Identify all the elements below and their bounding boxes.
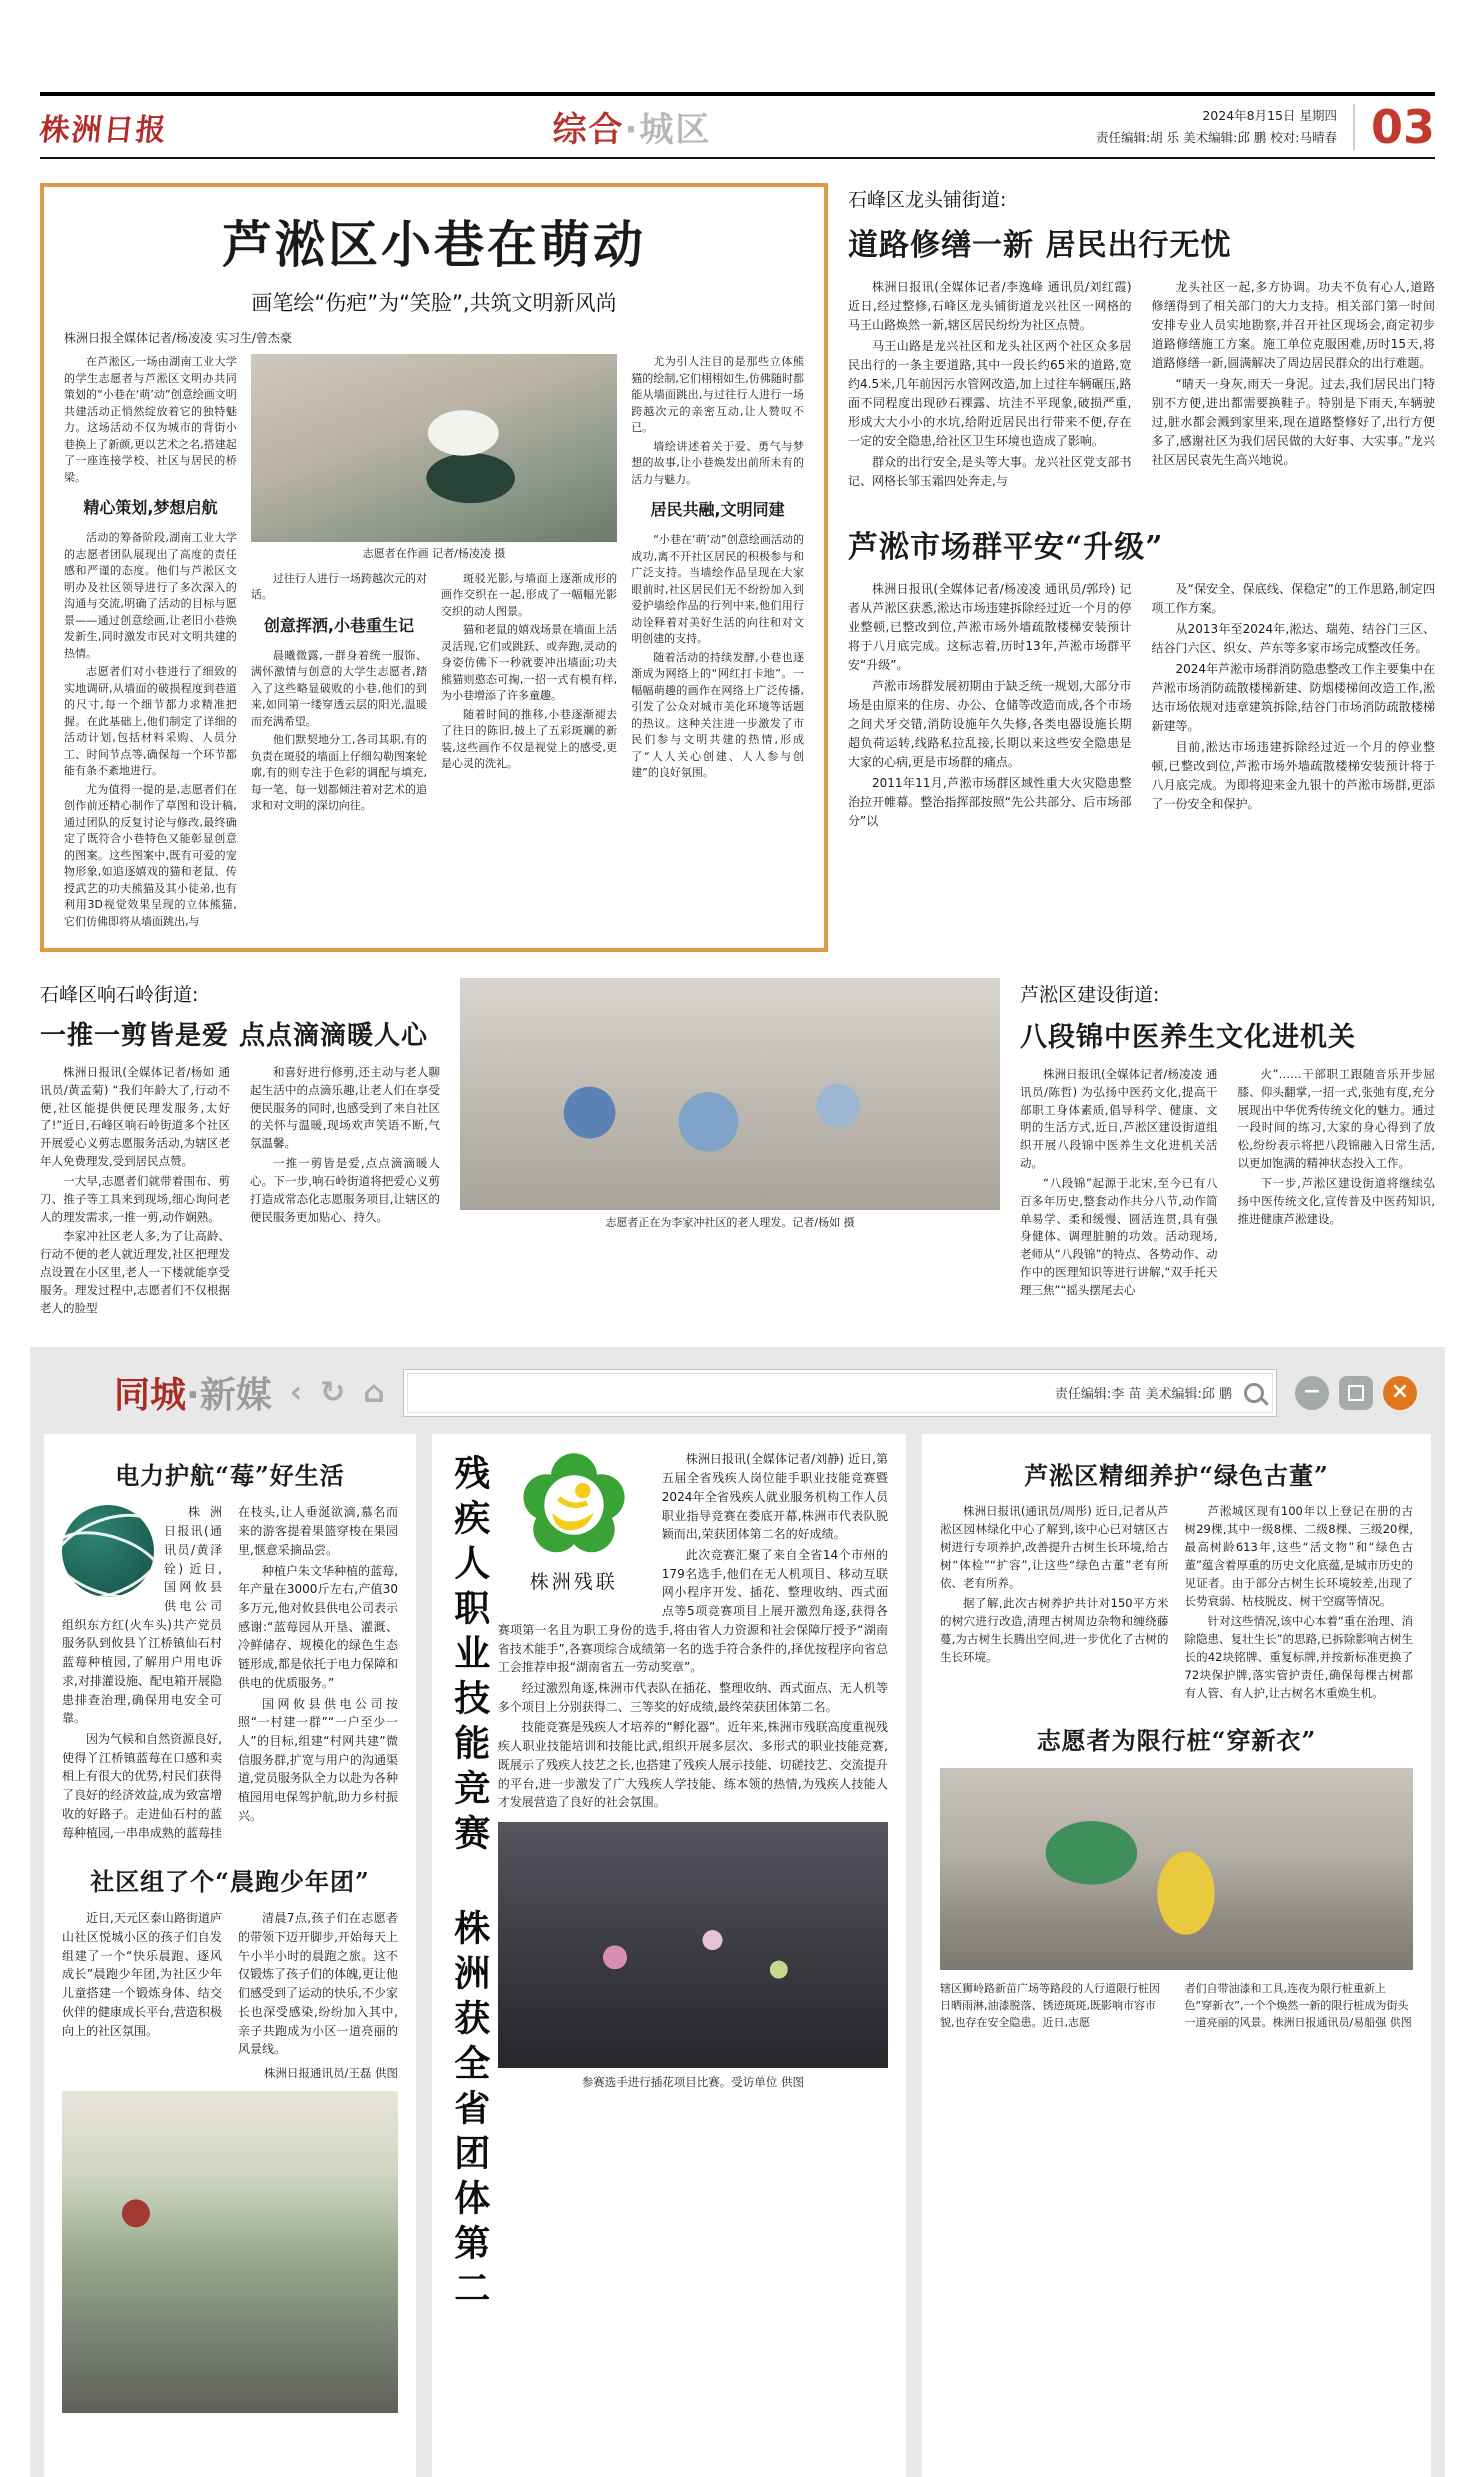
newmedia-brand (114, 1367, 272, 1418)
section-title-sub: ·城区 (624, 110, 712, 150)
paragraph: 李家冲社区老人多,为了让高龄、行动不便的老人就近理发,社区把理发点设置在小区里,老人一下楼就能享受服务。理发过程中,志愿者们不仅根据老人的脸型 (40, 1229, 230, 1315)
lead-column-4 (631, 354, 804, 932)
home-icon[interactable]: ⌂ (363, 1374, 385, 1410)
paragraph: 群众的出行安全,是头等大事。龙兴社区党支部书记、网格长邹玉霜四处奔走,与 (848, 454, 1132, 488)
run-photo-credit: 株洲日报通讯员/王磊 供图 (263, 2066, 398, 2081)
paragraph: 墙绘讲述着关于爱、勇气与梦想的故事,让小巷焕发出前所未有的活力与魅力。 (631, 439, 804, 486)
haircut-photo-block (460, 978, 1000, 1319)
flower-contest-photo (498, 1822, 888, 2068)
paragraph: 芦淞城区现有100年以上登记在册的古树29棵,其中一级8棵、二级8棵、三级20棵,最高树龄613年,这些“活文物”和“绿色古董”蕴含着厚重的历史文化底蕴,是城市历史的见证者。由于部分古树生长环境较差,出现了长势衰弱、枯枝脱皮、树干空腐等情况。 (1184, 1504, 1413, 1609)
bollard-headline: 志愿者为限行桩“穿新衣” (1036, 1725, 1317, 1755)
haircut-photo-caption: 志愿者正在为李家冲社区的老人理发。记者/杨如 摄 (605, 1216, 855, 1229)
paragraph: 志愿者们对小巷进行了细致的实地调研,从墙面的破损程度到巷道的尺寸,每一个细节都力求精准把握。在此基础上,他们制定了详细的活动计划,包括材料采购、人员分工、时间节点等,确保每一个环节都能有条不紊地进行。 (64, 665, 237, 777)
paragraph: 株洲日报讯(全媒体记者/李逸峰 通讯员/刘红霞) 近日,经过整修,石峰区龙头铺街道龙兴社区一网格的马王山路焕然一新,辖区居民纷纷为社区点赞。 (848, 280, 1132, 332)
lead-middle-block (251, 354, 617, 932)
lead-middle-columns (251, 571, 617, 817)
paragraph: 清晨7点,孩子们在志愿者的带领下迈开脚步,开始每天上午小半小时的晨跑之旅。这不仅锻炼了孩子们的体魄,更让他们感受到了运动的快乐,不少家长也深受感染,纷纷加入其中,亲子共跑成为小区一道亮丽的风景线。 (238, 1911, 398, 2057)
article-column (64, 354, 237, 486)
middle-section (0, 952, 1475, 1319)
baduanjin-kicker: 芦淞区建设街道: (1020, 984, 1160, 1006)
flower-photo-caption: 参赛选手进行插花项目比赛。受访单位 供图 (581, 2075, 804, 2090)
canlian-logo-label: 株洲残联 (529, 1571, 618, 1594)
lead-column-3 (441, 571, 617, 817)
paragraph: 据了解,此次古树养护共计对150平方米的树穴进行改造,清理古树周边杂物和缠绕藤蔓,为古树生长腾出空间,进一步优化了古树的生长环境。 (940, 1596, 1169, 1664)
paragraph: 尤为值得一提的是,志愿者们在创作前还精心制作了草图和设计稿,通过团队的反复讨论与修改,最终确定了既符合小巷特色又能彰显创意的图案。这些图案中,既有可爱的宠物形象,如追逐嬉戏的猫和老鼠、传授武艺的功夫熊猫及其小徒弟,也有利用3D视觉效果呈现的立体熊猫,它们仿佛即将从墙面跳出,与 (64, 782, 237, 928)
back-icon[interactable]: ‹ (289, 1374, 303, 1410)
article-column (1020, 1066, 1218, 1302)
lead-subtitle: 画笔绘“伤疤”为“笑脸”,共筑文明新风尚 (251, 291, 617, 315)
baduanjin-article (1020, 978, 1435, 1319)
trees-headline: 芦淞区精细养护“绿色古董” (1024, 1461, 1329, 1491)
bollard-caption (940, 1980, 1413, 2031)
bollard-caption-col2: 者们自带油漆和工具,连夜为限行桩重新上色“穿新衣”,一个个焕然一新的限行桩成为街头一道亮丽的风景。株洲日报通讯员/易船强 供图 (1184, 1981, 1412, 2029)
zhuzhou-canlian-logo (519, 1450, 629, 1560)
market-article (848, 522, 1435, 832)
bollard-caption-col1: 辖区狮岭路新苗广场等路段的人行道限行桩因日晒雨淋,油漆脱落、锈迹斑斑,既影响市容市貌,也存在安全隐患。近日,志愿 (940, 1981, 1160, 2029)
lead-title: 芦淞区小巷在萌动 (222, 216, 646, 274)
address-bar-text: 责任编辑:李 苗 美术编辑:邱 鹏 (1054, 1387, 1232, 1403)
haircut-photo (460, 978, 1000, 1210)
article-column (1238, 1066, 1436, 1302)
paragraph: 株洲日报讯(全媒体记者/刘静) 近日,第五届全省残疾人岗位能手职业技能竞赛暨2024年全省残疾人就业服务机构工作人员职业指导竞赛在娄底开幕,株洲市代表队脱颖而出,荣获团体第二名的好成绩。 (661, 1452, 888, 1542)
masthead-logo: 株洲日报 (37, 112, 170, 148)
article-column (1152, 580, 1436, 832)
article-column (1152, 278, 1436, 492)
article-column (251, 648, 427, 815)
lead-photo-caption: 志愿者在作画 记者/杨凌凌 摄 (362, 547, 506, 560)
power-body (62, 1503, 398, 1842)
header-meta (1096, 105, 1337, 148)
restore-icon (1348, 1385, 1364, 1401)
article-column (250, 1064, 440, 1319)
run-photo (62, 2091, 398, 2413)
paragraph: 国网攸县供电公司按照“一村建一群”“一户至少一人”的目标,组建“村网共建”微信服务群,扩宽与用户的沟通渠道,党员服务队全力以赴为各种植园用电保驾护航,助力乡村振兴。 (238, 1696, 398, 1823)
paragraph: 种植户朱文华种植的蓝莓,年产量在3000斤左右,产值30多万元,他对攸县供电公司表示感谢:“蓝莓园从开垦、灌溉、冷鲜储存、规模化的绿色生态链形成,都是依托于电力保障和供电的优质服务。” (238, 1563, 398, 1690)
brand-main: 同城 (114, 1375, 187, 1417)
paragraph: 目前,淞达市场违建拆除经过近一个月的停业整顿,已整改到位,芦淞市场外墙疏散楼梯安装预计将于八月底完成。为即将迎来金九银十的芦淞市场群,更添了一份安全和保护。 (1151, 740, 1435, 811)
minimize-button[interactable]: − (1295, 1376, 1329, 1410)
paragraph: 龙头社区一起,多方协调。功夫不负有心人,道路修缮得到了相关部门的大力支持。相关部门第一时间安排专业人员实地勘察,并召开社区现场会,商定初步道路修缮施工方案。施工单位克服困难,历时15天,将道路修缮一新,圆满解决了周边居民群众的出行难题。 (1151, 280, 1435, 370)
paragraph: 尤为引人注目的是那些立体熊猫的绘制,它们栩栩如生,仿佛随时都能从墙面跳出,与过往行人进行一场跨越次元的亲密互动,让人赞叹不已。 (631, 355, 804, 434)
trees-body (940, 1503, 1413, 1702)
paragraph: 和喜好进行修剪,还主动与老人聊起生活中的点滴乐趣,让老人们在享受便民服务的同时,也感受到了来自社区的关怀与温暖,现场欢声笑语不断,气氛温馨。 (250, 1065, 440, 1151)
section-title-main: 综合 (552, 110, 625, 150)
bollard-article (940, 1721, 1413, 2031)
article-column (631, 354, 804, 488)
lead-subhead-3: 居民共融,文明同建 (650, 500, 785, 519)
card-disabled-contest (432, 1434, 906, 2477)
lead-photo (251, 354, 617, 542)
paragraph: 从2013年至2024年,淞达、瑞苑、结谷门三区、结谷门六区、织女、芦东等多家市场完成整改任务。 (1151, 622, 1435, 656)
bollard-photo (940, 1768, 1413, 1970)
paragraph: 活动的筹备阶段,湖南工业大学的志愿者团队展现出了高度的责任感和严谨的态度。他们与芦淞区文明办及社区领导进行了多次深入的沟通与交流,明确了活动的目标与愿景——通过创意绘画,让老旧小巷焕发新生,同时激发市民对文明共建的热情。 (64, 531, 237, 660)
header-meta-block (1095, 99, 1435, 154)
paragraph: 猫和老鼠的嬉戏场景在墙面上活灵活现,它们或跳跃、或奔跑,灵动的身姿仿佛下一秒就要冲出墙面;功夫熊猫则憨态可掬,一招一式有模有样,为小巷增添了许多童趣。 (441, 623, 618, 702)
paragraph: 过往行人进行一场跨越次元的对话。 (250, 571, 427, 601)
paragraph: 在芦淞区,一场由湖南工业大学的学生志愿者与芦淞区文明办共同策划的“小巷在‘萌’动”创意绘画文明共建活动正悄然绽放着它的独特魅力。这场活动不仅为城市的背街小巷换上了新颜,更以艺术之名,搭建起了一座连接学校、社区与居民的桥梁。 (64, 355, 237, 484)
road-body (848, 278, 1435, 492)
paragraph: 火”……干部职工跟随音乐开步屈膝、仰头翻掌,一招一式,张弛有度,充分展现出中华优秀传统文化的魅力。通过一段时间的练习,大家的身心得到了放松,纷纷表示将把八段锦融入日常生活,以更加饱满的精神状态投入工作。 (1237, 1067, 1435, 1171)
paragraph: 株洲日报讯(全媒体记者/杨如 通讯员/黄孟菊) “我们年龄大了,行动不便,社区能提供便民理发服务,太好了!”近日,石峰区响石岭街道多个社区开展爱心义剪志愿服务活动,为辖区老年人免费理发,受到居民点赞。 (40, 1065, 230, 1169)
run-headline: 社区组了个“晨跑少年团” (90, 1867, 370, 1897)
paragraph: 2024年芦淞市场群消防隐患整改工作主要集中在芦淞市场消防疏散楼梯新建、防烟楼梯间改造工作,淞达市场依规对违章建筑拆除,结谷门市场消防疏散楼梯新建等。 (1151, 662, 1435, 734)
haircut-body (40, 1064, 440, 1319)
paragraph: 此次竞赛汇聚了来自全省14个市州的179名选手,他们在无人机项目、移动互联网小程序开发、插花、整理收纳、西式面点等5项竞赛项目上展开激烈角逐,获得各赛项第一名且为职工身份的选手,将由省人力资源和社会保障厅授予“湖南省技术能手”,各赛项综合成绩第一名的选手符合条件的,择优按程序向省总工会推荐申报“湖南省五一劳动奖章”。 (497, 1547, 888, 1675)
road-kicker: 石峰区龙头铺街道: (848, 189, 1007, 211)
paragraph: 一大早,志愿者们就带着围布、剪刀、推子等工具来到现场,细心询问老人的理发需求,一推一剪,动作娴熟。 (40, 1173, 230, 1224)
top-section (0, 159, 1475, 952)
card-power-run (44, 1434, 416, 2477)
paragraph: 株洲日报讯(全媒体记者/杨凌凌 通讯员/郭玲) 记者从芦淞区获悉,淞达市场违建拆除经过近一个月的停业整顿,已整改到位,芦淞市场外墙疏散楼梯安装预计将于八月底完成。这标志着,历时13年,芦淞市场群平安“升级”。 (848, 582, 1132, 673)
run-body (62, 1909, 398, 2059)
lead-body (64, 354, 804, 932)
article-column (848, 580, 1132, 832)
article-column (251, 571, 427, 604)
market-body (848, 580, 1435, 832)
paragraph: 一推一剪皆是爱,点点滴滴暖人心。下一步,响石岭街道将把爱心义剪打造成常态化志愿服务项目,让辖区的便民服务更加贴心、持久。 (250, 1156, 440, 1224)
paragraph: 他们默契地分工,各司其职,有的负责在斑驳的墙面上仔细勾勒图案轮廓,有的则专注于色彩的调配与填充,每一笔、每一划都倾注着对艺术的追求和对文明的深切向往。 (250, 733, 427, 812)
lead-subhead-2: 创意挥洒,小巷重生记 (263, 615, 414, 635)
restore-button[interactable] (1339, 1376, 1373, 1410)
paragraph: “八段锦”起源于北宋,至今已有八百多年历史,整套动作共分八节,动作简单易学、柔和缓慢、圆活连贯,具有强身健体、调理脏腑的功效。活动现场,老师从“八段锦”的特点、各势动作、动作中的医理知识等进行讲解,“双手托天理三焦”“摇头摆尾去心 (1020, 1175, 1218, 1297)
haircut-article (40, 978, 440, 1319)
close-button[interactable]: × (1383, 1376, 1417, 1410)
window-controls (1295, 1376, 1417, 1410)
article-column (848, 278, 1132, 492)
road-article (848, 185, 1435, 492)
state-grid-logo (62, 1505, 154, 1597)
canlian-logo-block (498, 1450, 650, 1597)
paragraph: 晨曦微露,一群身着统一服饰、满怀激情与创意的大学生志愿者,踏入了这些略显破败的小巷,他们的到来,如同第一缕穿透云层的阳光,温暖而充满希望。 (250, 648, 427, 728)
paragraph: 芦淞市场群发展初期由于缺乏统一规划,大部分市场是由原来的住房、办公、仓储等改造而成,各个市场之间犬牙交错,消防设施年久失修,各类电器设施长期超负荷运转,线路私拉乱接,长期以来这些安全隐患是大家的心病,更是市场群的痛点。 (848, 679, 1132, 770)
page-number: 03 (1353, 104, 1435, 150)
address-bar[interactable] (403, 1369, 1277, 1417)
newmedia-panel (30, 1347, 1445, 2477)
newmedia-cards (44, 1434, 1431, 2477)
paragraph: 下一步,芦淞区建设街道将继续弘扬中医传统文化,宣传普及中医药知识,推进健康芦淞建设。 (1237, 1175, 1435, 1226)
paragraph: 经过激烈角逐,株洲市代表队在插花、整理收纳、西式面点、无人机等多个项目上分别获得二、三等奖的好成绩,最终荣获团体第二名。 (497, 1681, 888, 1714)
baduanjin-headline: 八段锦中医养生文化进机关 (1020, 1022, 1356, 1053)
article-column (64, 530, 237, 930)
browser-bar (44, 1357, 1431, 1434)
disabled-content (498, 1450, 888, 2477)
lead-subhead-1: 精心策划,梦想启航 (83, 498, 218, 517)
power-headline: 电力护航“莓”好生活 (115, 1461, 345, 1491)
card-trees-bollard (922, 1434, 1431, 2477)
refresh-icon[interactable]: ↻ (320, 1374, 346, 1410)
paragraph: 技能竞赛是残疾人才培养的“孵化器”。近年来,株洲市残联高度重视残疾人职业技能培训和技能比武,组织开展多层次、多形式的职业技能竞赛,既展示了残疾人技艺之长,也搭建了残疾人展示技能、切磋技艺、交流提升的平台,进一步激发了广大残疾人学技能、练本领的热情,为残疾人技能人才发展营造了良好的社会氛围。 (497, 1720, 888, 1810)
editor-line: 责任编辑:胡 乐 美术编辑:邱 鹏 校对:马晴春 (1095, 129, 1337, 145)
disabled-vertical-headline: 残疾人职业技能竞赛 株洲获全省团体第二 (448, 1454, 490, 2315)
paragraph: 2011年11月,芦淞市场群区域性重大火灾隐患整治拉开帷幕。整治指挥部按照“先公共部分、后市场部分”以 (848, 776, 1132, 828)
date-line: 2024年8月15日 星期四 (1202, 108, 1337, 124)
haircut-kicker: 石峰区响石岭街道: (40, 984, 199, 1006)
lead-column-2 (251, 571, 427, 817)
brand-sub: ·新媒 (186, 1375, 272, 1417)
haircut-headline: 一推一剪皆是爱 点点滴滴暖人心 (40, 1021, 429, 1051)
paragraph: “小巷在‘萌’动”创意绘画活动的成功,离不开社区居民的积极参与和广泛支持。当墙绘作品呈现在大家眼前时,社区居民们无不纷纷加入到爱护墙绘作品的行列中来,他们用行动诠释着对美好生活的向往和对文明创建的支持。 (631, 533, 804, 645)
market-headline: 芦淞市场群平安“升级” (848, 530, 1164, 566)
paragraph: 针对这些情况,该中心本着“重在治理、消除隐患、复壮生长”的思路,已拆除影响古树生长的42块铭牌、重复标牌,并按新标准更换了72块保护牌,落实管护责任,确保每棵古树都有人管、有人护,让古树名木重焕生机。 (1184, 1614, 1413, 1700)
article-column (40, 1064, 230, 1319)
lead-column-1 (64, 354, 237, 932)
section-title (553, 102, 712, 151)
lead-byline: 株洲日报全媒体记者/杨凌凌 实习生/曾杰豪 (64, 331, 292, 345)
paragraph: 随着时间的推移,小巷逐渐褪去了往日的陈旧,披上了五彩斑斓的新装,这些画作不仅是视觉上的感受,更是心灵的洗礼。 (441, 707, 618, 770)
paragraph: 马王山路是龙兴社区和龙头社区两个社区众多居民出行的一条主要道路,其中一段长约65米的道路,宽约4.5米,几年前因污水管网改造,加上过往车辆碾压,路面不同程度出现砂石裸露、坑洼不平现象,破损严重,形成大大小小的水坑,给附近居民出行带来不便,存在一定的安全隐患,给社区卫生环境也造成了影响。 (848, 338, 1132, 448)
article-column (631, 532, 804, 782)
paragraph: 因为气候和自然资源良好,使得丫江桥镇蓝莓在口感和卖相上有很大的优势,村民们获得了良好的经济效益,成为致富增收的好路子。走进仙石村的蓝莓种植园,一串串成熟的蓝莓挂在枝头,让人垂涎欲滴,慕名而来的游客提着果篮穿梭在果园里,惬意采摘品尝。 (62, 1505, 398, 1840)
page-header (0, 96, 1475, 157)
paragraph: 斑驳光影,与墙面上逐渐成形的画作交织在一起,形成了一幅幅光影交织的动人图景。 (441, 571, 618, 618)
road-headline: 道路修缮一新 居民出行无忧 (848, 228, 1232, 263)
right-column (848, 183, 1435, 952)
paragraph: 及“保安全、保底线、保稳定”的工作思路,制定四项工作方案。 (1151, 582, 1435, 616)
baduanjin-body (1020, 1066, 1435, 1302)
lead-article (40, 183, 828, 952)
paragraph: 近日,天元区泰山路街道庐山社区悦城小区的孩子们自发组建了一个“快乐晨跑、逐风成长”晨跑少年团,为社区少年儿童搭建一个锻炼身体、结交伙伴的健康成长平台,营造积极向上的社区氛围。 (62, 1911, 222, 2038)
paragraph: 株洲日报讯(通讯员/周彤) 近日,记者从芦淞区园林绿化中心了解到,该中心已对辖区古树进行专项养护,改善提升古树生长环境,给古树“体检”“扩容”,让这些“绿色古董”老有所依、老有所养。 (940, 1504, 1169, 1591)
paragraph: “晴天一身灰,雨天一身泥。过去,我们居民出门特别不方便,进出都需要换鞋子。特别是下雨天,车辆驶过,脏水都会溅到家里来,现在道路整修好了,出行方便多了,感谢社区为我们居民做的大好事、大实事。”龙兴社区居民袁先生高兴地说。 (1151, 376, 1435, 467)
paragraph: 株洲日报讯(通讯员/黄泽铨) 近日,国网攸县供电公司组织东方红(火车头)共产党员服务队到攸县丫江桥镇仙石村蓝莓种植园,了解用户用电诉求,对排灌设施、配电箱开展隐患排查治理,确保用电安全可靠。 (62, 1505, 222, 1726)
paragraph: 株洲日报讯(全媒体记者/杨凌凌 通讯员/陈哲) 为弘扬中医药文化,提高干部职工身体素质,倡导科学、健康、文明的生活方式,近日,芦淞区建设街道组织开展八段锦中医养生文化进机关活动。 (1020, 1067, 1218, 1171)
paragraph: 随着活动的持续发酵,小巷也逐渐成为网络上的“网红打卡地”。一幅幅萌趣的画作在网络上广泛传播,引发了公众对城市美化环境等话题的热议。这种关注进一步激发了市民们参与文明共建的热情,形成了“人人关心创建、人人参与创建”的良好氛围。 (631, 650, 804, 779)
search-icon[interactable] (1244, 1383, 1264, 1403)
